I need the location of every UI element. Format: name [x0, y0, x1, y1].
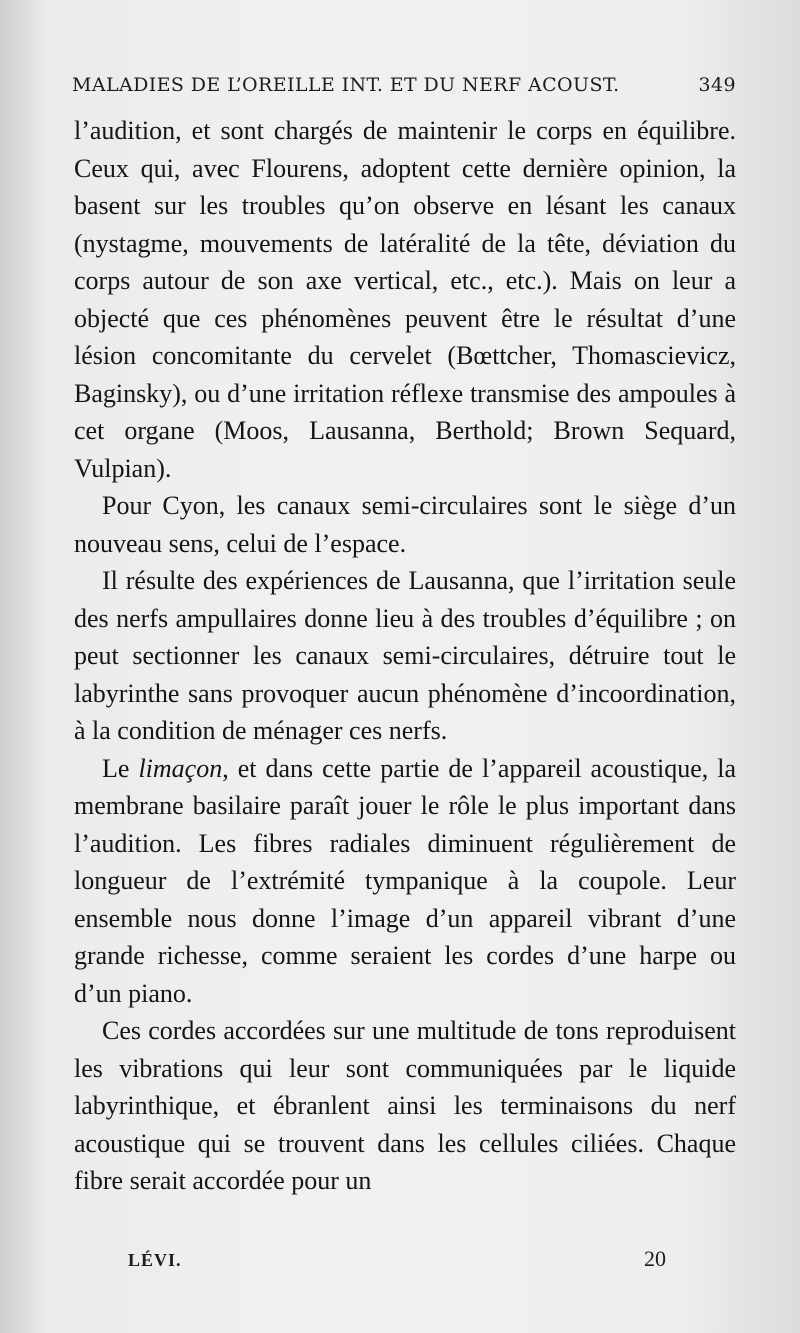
- paragraph-5: Ces cordes accordées sur une multitude de tons reproduisent les vibrations qui leur sont communiquées par le liquide labyrinthique, et ébranlent ainsi les terminaisons du nerf acoustique qui se trouvent dans les cellules ciliées. Chaque fibre serait accordée pour un: [74, 1016, 736, 1195]
- paragraph-2: Pour Cyon, les canaux semi-circulaires sont le siège d’un nouveau sens, celui de l’espace.: [74, 491, 736, 558]
- running-title: MALADIES DE L’OREILLE INT. ET DU NERF ACOUST.: [72, 74, 620, 96]
- paragraph-4-lead: Le: [102, 753, 139, 783]
- body-text: [74, 112, 736, 1200]
- running-header: [72, 70, 742, 104]
- paragraph-4-text: , et dans cette partie de l’appareil acoustique, la membrane basilaire paraît jouer le rôle le plus important dans l’audition. Les fibres radiales diminuent régulièrement de longueur de l’extrémité tympanique à la coupole. Leur ensemble nous donne l’image d’un appareil vibrant d’une grande richesse, comme seraient les cordes d’une harpe ou d’un piano.: [74, 753, 737, 1008]
- paragraph-1: l’audition, et sont chargés de maintenir le corps en équilibre. Ceux qui, avec Flourens, adoptent cette dernière opinion, la basent sur les troubles qu’on observe en lésant les canaux (nystagme, mouvements de latéralité de la tête, déviation du corps autour de son axe vertical, etc., etc.). Mais on leur a objecté que ces phénomènes peuvent être le résultat d’une lésion concomitante du cervelet (Bœttcher, Thomascievicz, Baginsky), ou d’une irritation réflexe transmise des ampoules à cet organe (Moos, Lausanna, Berthold; Brown Sequard, Vulpian).: [74, 116, 736, 483]
- page-number: 349: [698, 74, 736, 96]
- signature-mark: LÉVI.: [128, 1250, 182, 1270]
- sheet-number: 20: [644, 1246, 666, 1271]
- paragraph-3: Il résulte des expériences de Lausanna, que l’irritation seule des nerfs ampullaires donne lieu à des troubles d’équilibre ; on peut sectionner les canaux semi-circulaires, détruire tout le labyrinthe sans provoquer aucun phénomène d’incoordination, à la condition de ménager ces nerfs.: [74, 566, 736, 745]
- page-footer: [128, 1242, 688, 1274]
- paragraph-4: [74, 750, 736, 1013]
- paragraph-4-term: limaçon: [138, 753, 223, 783]
